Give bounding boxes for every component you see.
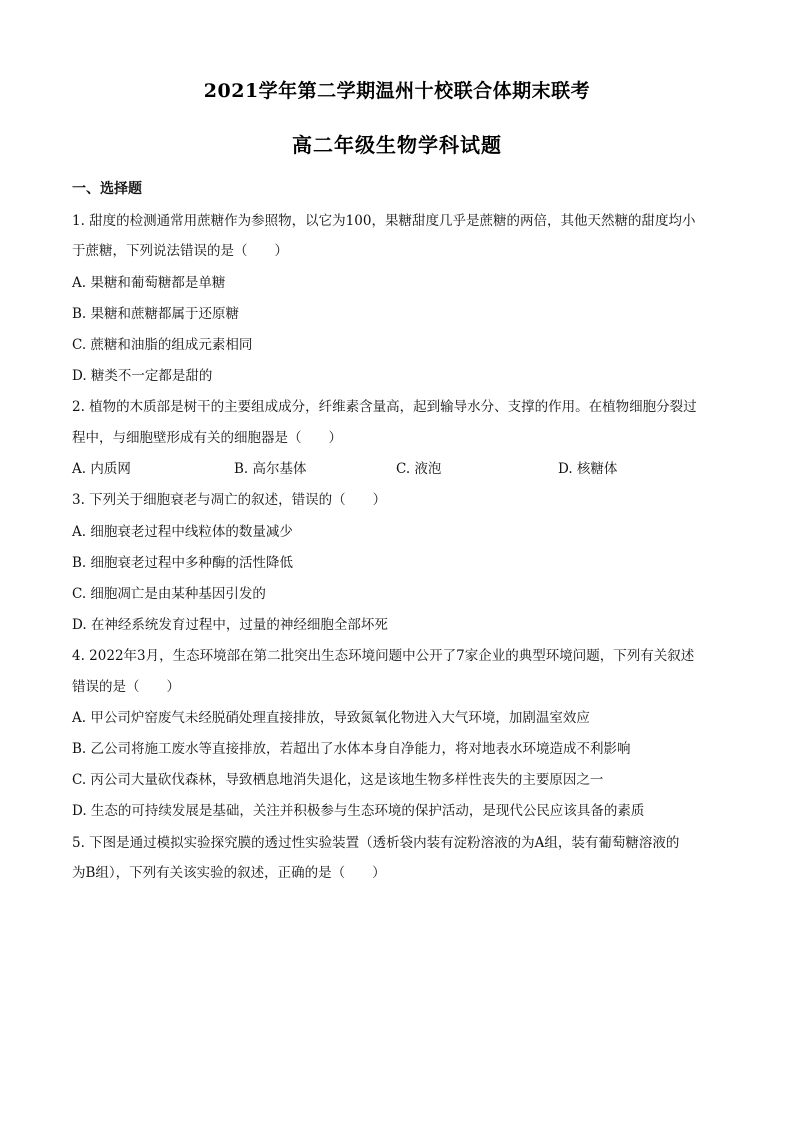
q5-stem-line2: 为B组），下列有关该实验的叙述，正确的是（ ） bbox=[72, 865, 386, 881]
q5-stem-line1: 5. 下图是通过模拟实验探究膜的透过性实验装置（透析袋内装有淀粉溶液的为A组，装有葡萄糖溶液的 bbox=[72, 835, 680, 851]
q2-option-b: B. 高尔基体 bbox=[234, 461, 307, 477]
exam-subtitle: 高二年级生物学科试题 bbox=[292, 133, 502, 157]
q3-option-c: C. 细胞凋亡是由某种基因引发的 bbox=[72, 586, 266, 602]
q1-option-a: A. 果糖和葡萄糖都是单糖 bbox=[72, 275, 226, 291]
q1-option-d: D. 糖类不一定都是甜的 bbox=[72, 368, 213, 384]
q3-stem: 3. 下列关于细胞衰老与凋亡的叙述，错误的（ ） bbox=[72, 492, 387, 508]
exam-title: 2021学年第二学期温州十校联合体期末联考 bbox=[203, 80, 591, 102]
q1-option-b: B. 果糖和蔗糖都属于还原糖 bbox=[72, 306, 240, 322]
q4-option-d: D. 生态的可持续发展是基础，关注并积极参与生态环境的保护活动，是现代公民应该具备的素质 bbox=[72, 803, 645, 819]
q4-option-c: C. 丙公司大量砍伐森林，导致栖息地消失退化，这是该地生物多样性丧失的主要原因之一 bbox=[72, 772, 604, 788]
q1-stem-line1: 1. 甜度的检测通常用蔗糖作为参照物，以它为100，果糖甜度几乎是蔗糖的两倍，其他天然糖的甜度均小 bbox=[72, 213, 696, 229]
q2-stem-line2: 程中，与细胞壁形成有关的细胞器是（ ） bbox=[72, 430, 342, 446]
q3-option-d: D. 在神经系统发育过程中，过量的神经细胞全部坏死 bbox=[72, 617, 388, 633]
q4-stem-line2: 错误的是（ ） bbox=[72, 679, 180, 695]
q4-option-b: B. 乙公司将施工废水等直接排放，若超出了水体本身自净能力，将对地表水环境造成不利影响 bbox=[72, 741, 631, 757]
q2-option-a: A. 内质网 bbox=[72, 461, 131, 477]
q2-stem-line1: 2. 植物的木质部是树干的主要组成成分，纤维素含量高，起到输导水分、支撑的作用。在植物细胞分裂过 bbox=[72, 399, 697, 415]
q1-option-c: C. 蔗糖和油脂的组成元素相同 bbox=[72, 337, 253, 353]
q3-option-b: B. 细胞衰老过程中多种酶的活性降低 bbox=[72, 555, 294, 571]
q1-stem-line2: 于蔗糖，下列说法错误的是（ ） bbox=[72, 243, 288, 259]
q4-stem-line1: 4. 2022年3月，生态环境部在第二批突出生态环境问题中公开了7家企业的典型环境问题，下列有关叙述 bbox=[72, 648, 695, 664]
q3-option-a: A. 细胞衰老过程中线粒体的数量减少 bbox=[72, 524, 293, 540]
q2-option-c: C. 液泡 bbox=[396, 461, 442, 477]
q2-option-d: D. 核糖体 bbox=[558, 461, 618, 477]
q4-option-a: A. 甲公司炉窑废气未经脱硝处理直接排放，导致氮氧化物进入大气环境，加剧温室效应 bbox=[72, 710, 590, 726]
section-heading: 一、选择题 bbox=[72, 181, 142, 197]
